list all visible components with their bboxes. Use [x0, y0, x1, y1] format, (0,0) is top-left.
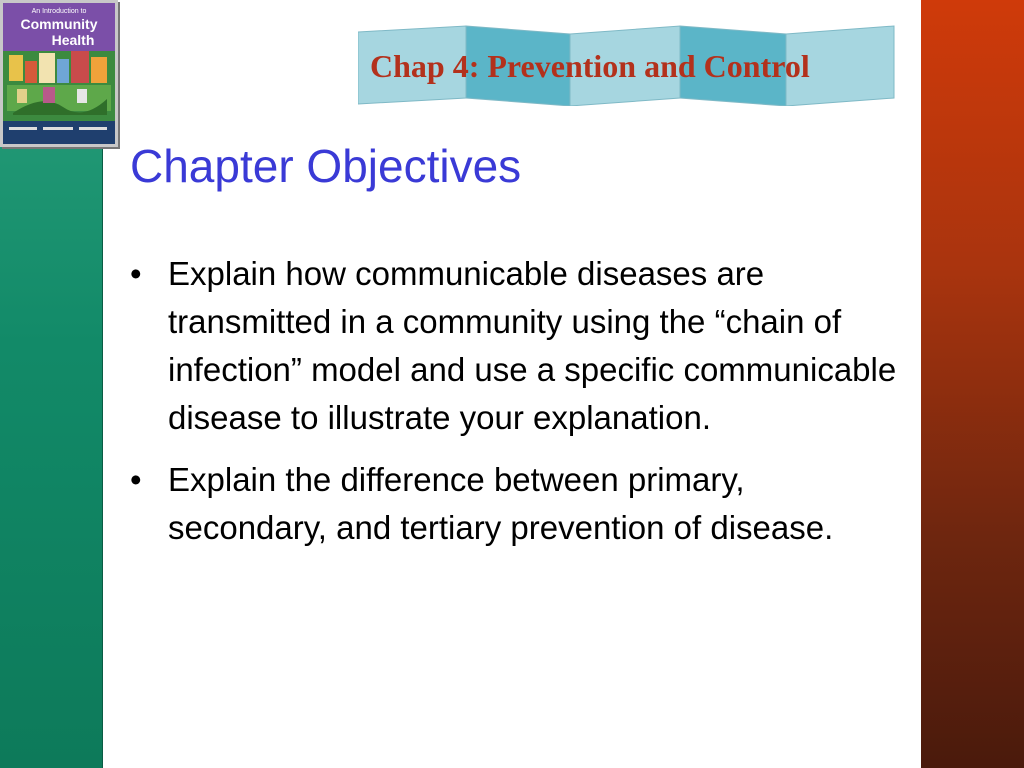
- book-cover-image: [0, 0, 118, 147]
- bullet-marker: •: [130, 255, 142, 292]
- objectives-list: [130, 250, 905, 566]
- bullet-marker: •: [130, 461, 142, 498]
- book-cover-line1: An Introduction to: [31, 8, 87, 15]
- objective-item: [130, 456, 905, 552]
- objective-text: Explain how communicable diseases are transmitted in a community using the “chain of infection” model and use a specific communicable disease to illustrate your explanation.: [168, 255, 897, 436]
- chapter-title: Chap 4: Prevention and Control: [370, 48, 810, 84]
- book-cover-illustration: [3, 3, 115, 144]
- chapter-banner: [358, 24, 896, 106]
- book-cover-line3: Health: [51, 32, 95, 48]
- book-cover-line2: Community: [20, 16, 98, 32]
- objective-item: [130, 250, 905, 442]
- objective-text: Explain the difference between primary, secondary, and tertiary prevention of disease.: [168, 461, 834, 546]
- right-decorative-bar: [921, 0, 1024, 768]
- slide-heading: Chapter Objectives: [130, 140, 522, 192]
